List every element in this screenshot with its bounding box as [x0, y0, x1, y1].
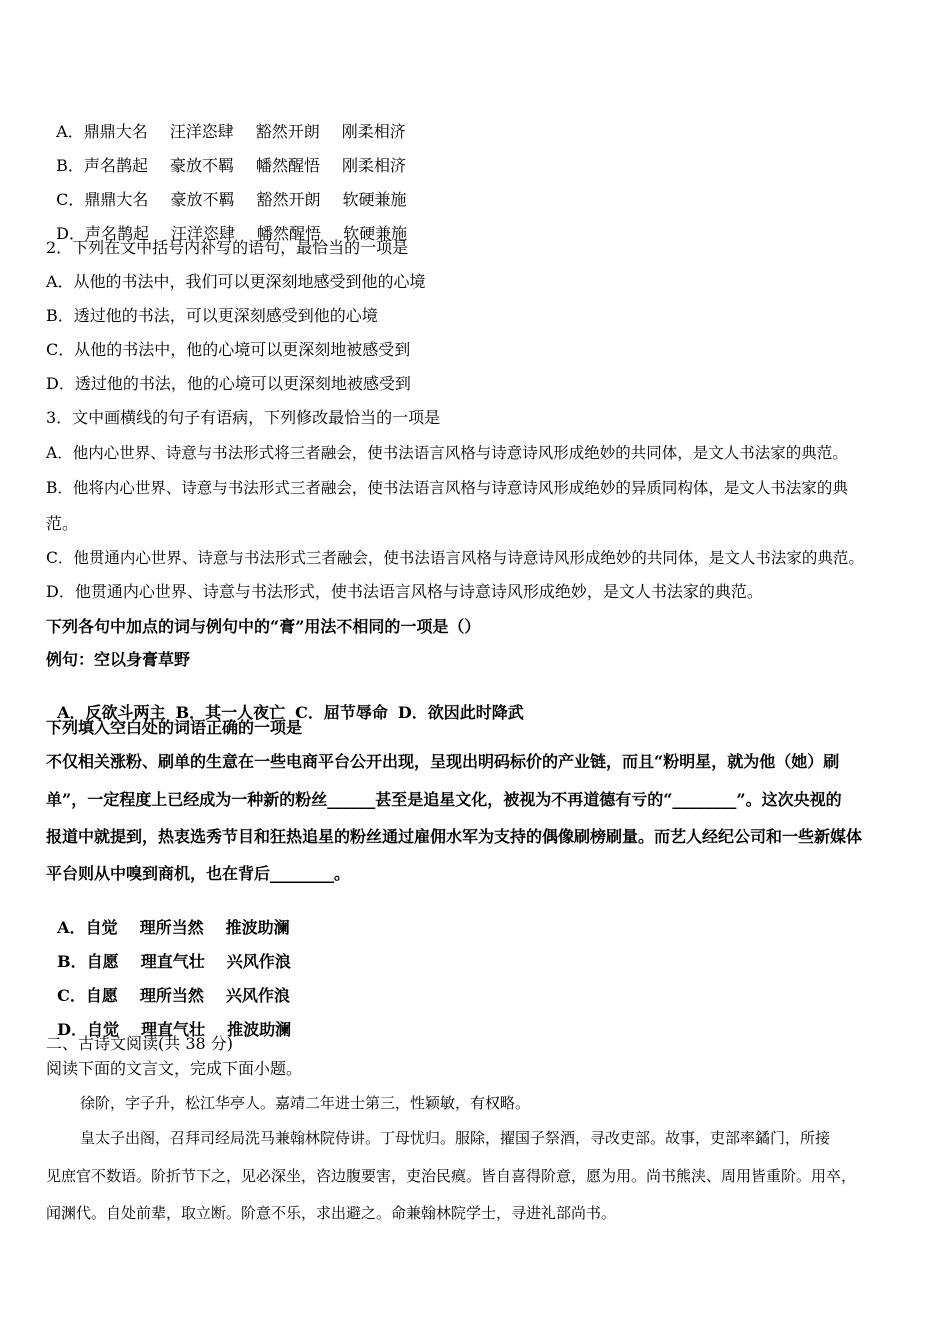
q2-option-b: B．透过他的书法，可以更深刻感受到他的心境 — [46, 306, 378, 325]
q1-option-d: D．声名鹊起 汪洋恣肆 幡然醒悟 软硬兼施 — [56, 224, 408, 243]
q5-option-d: D．自觉 理直气壮 推波助澜 — [57, 1020, 292, 1039]
classical-para-1: 徐阶，字子升，松江华亭人。嘉靖二年进士第三，性颖敏，有权略。 — [80, 1094, 531, 1112]
q1-option-c: C．鼎鼎大名 豪放不羁 豁然开朗 软硬兼施 — [56, 190, 407, 209]
q1-option-b: B．声名鹊起 豪放不羁 幡然醒悟 刚柔相济 — [56, 156, 406, 175]
q3-option-b-cont: 范。 — [46, 514, 79, 533]
q5-option-b: B．自愿 理直气壮 兴风作浪 — [57, 952, 291, 971]
q4-stem: 下列各句中加点的词与例句中的“膏”用法不相同的一项是（） — [46, 617, 481, 636]
q2-option-c: C．从他的书法中，他的心境可以更深刻地被感受到 — [46, 340, 411, 359]
classical-para-2-line-1: 皇太子出阁，召拜司经局洗马兼翰林院侍讲。丁母忧归。服除，擢国子祭酒，寻改吏部。故事，吏部率鐍门，所接 — [80, 1129, 831, 1147]
q5-passage-line-2: 单”，一定程度上已经成为一种新的粉丝______甚至是追星文化，被视为不再道德有亏的“________”。这次央视的 — [46, 790, 842, 809]
section-instruction: 阅读下面的文言文，完成下面小题。 — [46, 1059, 303, 1078]
section-heading: 二、古诗文阅读(共 38 分) — [46, 1034, 234, 1053]
q4-options: A．反欲斗两主 B．其一人夜亡 C．屈节辱命 D．欲因此时降武 — [57, 703, 524, 722]
classical-para-2-line-2: 见庶官不数语。阶折节下之，见必深坐，咨边腹要害，吏治民瘼。皆自喜得阶意，愿为用。尚书熊浃、周用皆重阶。用卒， — [46, 1167, 857, 1185]
q3-option-c: C．他贯通内心世界、诗意与书法形式三者融会，使书法语言风格与诗意诗风形成绝妙的共同体，是文人书法家的典范。 — [46, 549, 864, 567]
q3-option-b: B．他将内心世界、诗意与书法形式三者融会，使书法语言风格与诗意诗风形成绝妙的异质同构体，是文人书法家的典 — [46, 479, 848, 497]
q5-option-c: C．自愿 理所当然 兴风作浪 — [57, 986, 290, 1005]
q5-passage-line-3: 报道中就提到，热衷选秀节目和狂热追星的粉丝通过雇佣水军为支持的偶像刷榜刷量。而艺人经纪公司和一些新媒体 — [46, 827, 863, 846]
q5-stem: 下列填入空白处的词语正确的一项是 — [46, 718, 303, 737]
q2-option-d: D．透过他的书法，他的心境可以更深刻地被感受到 — [46, 374, 411, 393]
q3-option-a: A．他内心世界、诗意与书法形式将三者融会，使书法语言风格与诗意诗风形成绝妙的共同体，是文人书法家的典范。 — [46, 444, 848, 462]
classical-para-2-line-3: 闻渊代。自处前辈，取立断。阶意不乐，求出避之。命兼翰林院学士，寻进礼部尚书。 — [46, 1204, 617, 1222]
q5-option-a: A．自觉 理所当然 推波助澜 — [57, 918, 290, 937]
q1-option-a: A．鼎鼎大名 汪洋恣肆 豁然开朗 刚柔相济 — [56, 122, 406, 141]
q3-stem: 3．文中画横线的句子有语病，下列修改最恰当的一项是 — [46, 408, 441, 427]
q2-option-a: A．从他的书法中，我们可以更深刻地感受到他的心境 — [46, 272, 426, 291]
q5-passage-line-1: 不仅相关涨粉、刷单的生意在一些电商平台公开出现，呈现出明码标价的产业链，而且“粉明星，就为他（她）刷 — [46, 752, 840, 771]
q3-option-d: D．他贯通内心世界、诗意与书法形式，使书法语言风格与诗意诗风形成绝妙，是文人书法家的典范。 — [46, 582, 763, 601]
q4-example: 例句：空以身膏草野 — [46, 650, 191, 669]
q5-passage-line-4: 平台则从中嗅到商机，也在背后________。 — [46, 864, 351, 883]
q2-stem: 2．下列在文中括号内补写的语句，最恰当的一项是 — [46, 238, 409, 257]
